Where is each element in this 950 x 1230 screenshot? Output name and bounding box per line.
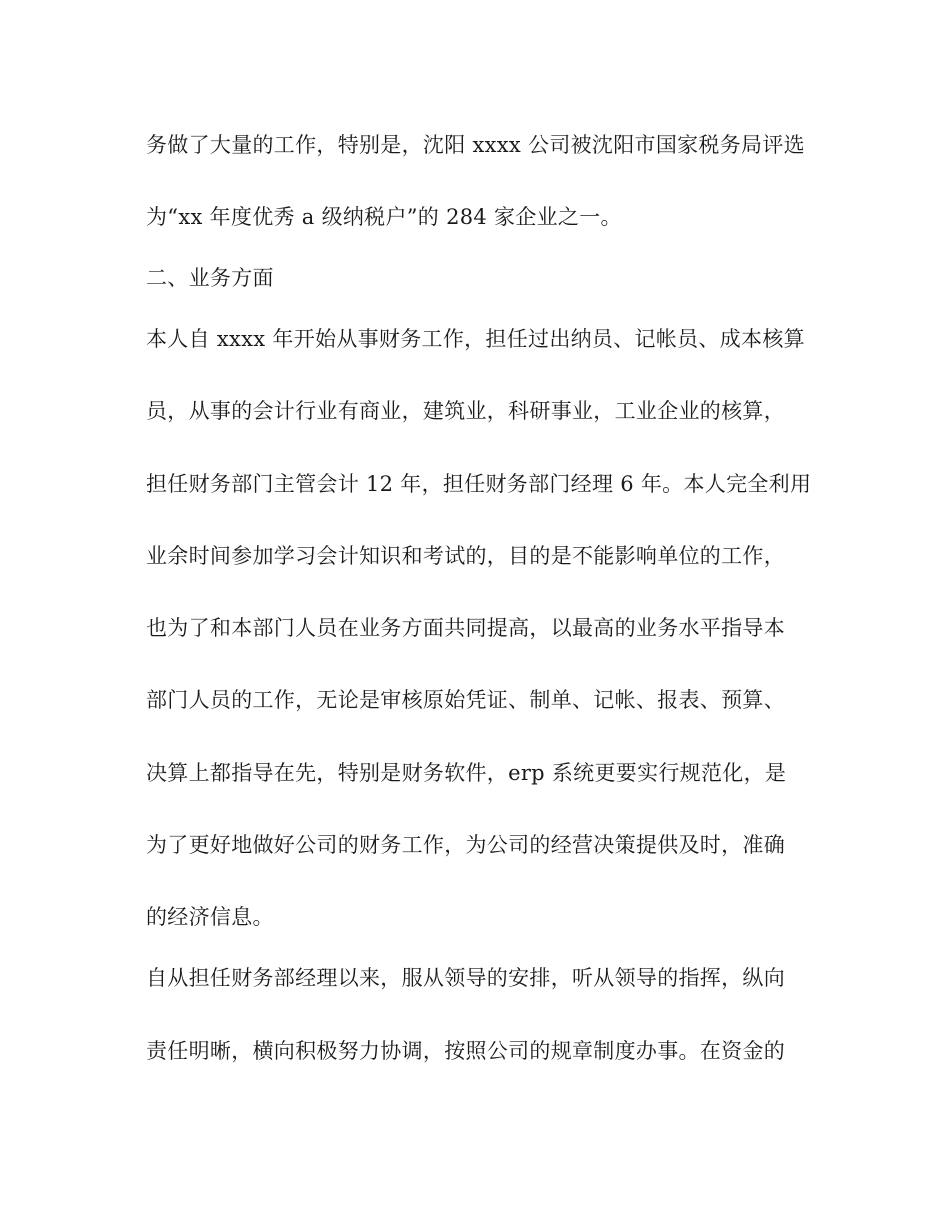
text-line-6: 担任财务部门主管会计 12 年，担任财务部门经理 6 年。本人完全利用 xyxy=(146,472,812,496)
text-line-9: 部门人员的工作，无论是审核原始凭证、制单、记帐、报表、预算、 xyxy=(146,688,785,712)
text-line-8: 也为了和本部门人员在业务方面共同提高，以最高的业务水平指导本 xyxy=(146,616,785,640)
section-heading: 二、业务方面 xyxy=(146,266,274,290)
text-line-7: 业余时间参加学习会计知识和考试的，目的是不能影响单位的工作， xyxy=(146,544,785,568)
text-line-11: 为了更好地做好公司的财务工作，为公司的经营决策提供及时，准确 xyxy=(146,833,785,857)
text-line-14: 责任明晰，横向积极努力协调，按照公司的规章制度办事。在资金的 xyxy=(146,1039,785,1063)
text-line-2: 为“xx 年度优秀 a 级纳税户”的 284 家企业之一。 xyxy=(146,205,622,229)
text-line-10: 决算上都指导在先，特别是财务软件，erp 系统更要实行规范化，是 xyxy=(146,761,787,785)
text-line-13: 自从担任财务部经理以来，服从领导的安排，听从领导的指挥，纵向 xyxy=(146,966,785,990)
text-line-1: 务做了大量的工作，特别是，沈阳 xxxx 公司被沈阳市国家税务局评选 xyxy=(146,133,805,157)
text-line-4: 本人自 xxxx 年开始从事财务工作，担任过出纳员、记帐员、成本核算 xyxy=(146,327,805,351)
text-line-5: 员，从事的会计行业有商业，建筑业，科研事业，工业企业的核算， xyxy=(146,399,785,423)
text-line-12: 的经济信息。 xyxy=(146,905,274,929)
